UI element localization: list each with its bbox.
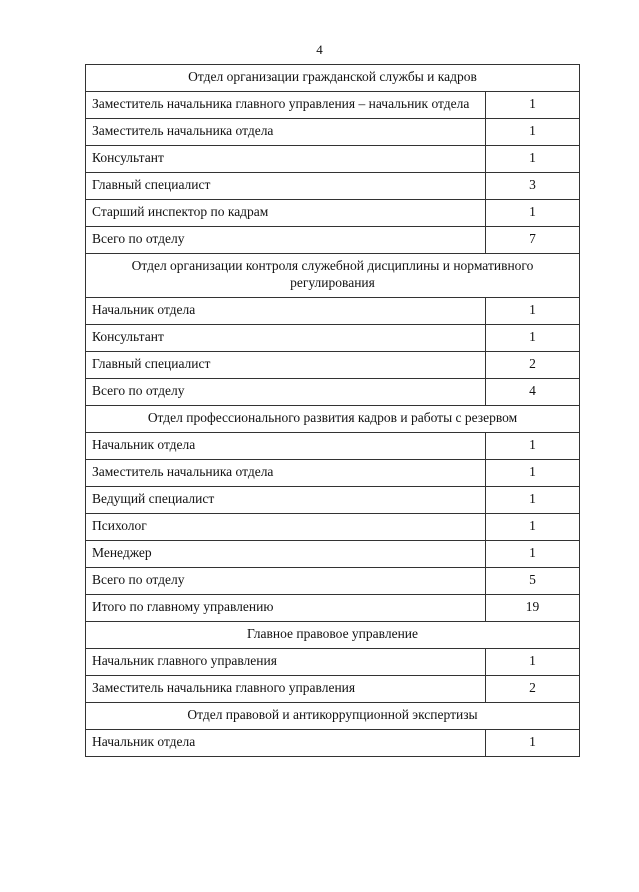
position-title: Заместитель начальника отдела xyxy=(86,460,486,487)
staff-count: 1 xyxy=(486,649,580,676)
table-row xyxy=(86,487,580,514)
table-row xyxy=(86,298,580,325)
position-title: Консультант xyxy=(86,146,486,173)
position-title: Заместитель начальника отдела xyxy=(86,119,486,146)
section-title: Отдел организации контроля служебной дисциплины и нормативного регулирования xyxy=(86,254,580,298)
page-number: 4 xyxy=(316,42,323,57)
position-title: Главный специалист xyxy=(86,173,486,200)
staff-count: 1 xyxy=(486,200,580,227)
section-header-row xyxy=(86,703,580,730)
table-row xyxy=(86,119,580,146)
section-header-row xyxy=(86,65,580,92)
table-row xyxy=(86,676,580,703)
position-title: Начальник главного управления xyxy=(86,649,486,676)
position-title: Психолог xyxy=(86,514,486,541)
staff-count: 2 xyxy=(486,676,580,703)
table-row xyxy=(86,568,580,595)
table-row xyxy=(86,514,580,541)
staff-count: 1 xyxy=(486,92,580,119)
table-row xyxy=(86,730,580,757)
section-title: Отдел правовой и антикоррупционной экспертизы xyxy=(86,703,580,730)
position-title: Ведущий специалист xyxy=(86,487,486,514)
staff-count: 1 xyxy=(486,487,580,514)
staff-count: 5 xyxy=(486,568,580,595)
position-title: Главный специалист xyxy=(86,352,486,379)
position-title: Всего по отделу xyxy=(86,379,486,406)
staff-count: 4 xyxy=(486,379,580,406)
position-title: Всего по отделу xyxy=(86,227,486,254)
section-title: Отдел профессионального развития кадров и работы с резервом xyxy=(86,406,580,433)
position-title: Итого по главному управлению xyxy=(86,595,486,622)
table-row xyxy=(86,379,580,406)
staff-count: 2 xyxy=(486,352,580,379)
table-row xyxy=(86,173,580,200)
staff-count: 1 xyxy=(486,514,580,541)
position-title: Заместитель начальника главного управления xyxy=(86,676,486,703)
staff-count: 1 xyxy=(486,298,580,325)
table-row xyxy=(86,541,580,568)
staff-count: 1 xyxy=(486,460,580,487)
table-row xyxy=(86,325,580,352)
position-title: Начальник отдела xyxy=(86,730,486,757)
table-row xyxy=(86,460,580,487)
table-row xyxy=(86,200,580,227)
table-row xyxy=(86,227,580,254)
staff-count: 1 xyxy=(486,146,580,173)
table-row xyxy=(86,433,580,460)
staff-count: 1 xyxy=(486,325,580,352)
section-header-row xyxy=(86,622,580,649)
staffing-table xyxy=(85,64,580,757)
position-title: Заместитель начальника главного управления – начальник отдела xyxy=(86,92,486,119)
table-row xyxy=(86,649,580,676)
section-header-row xyxy=(86,406,580,433)
position-title: Консультант xyxy=(86,325,486,352)
staff-count: 1 xyxy=(486,119,580,146)
staff-count: 1 xyxy=(486,730,580,757)
section-title: Главное правовое управление xyxy=(86,622,580,649)
staffing-table-body xyxy=(86,65,580,757)
section-title: Отдел организации гражданской службы и кадров xyxy=(86,65,580,92)
table-row xyxy=(86,92,580,119)
position-title: Старший инспектор по кадрам xyxy=(86,200,486,227)
table-row xyxy=(86,146,580,173)
staff-count: 7 xyxy=(486,227,580,254)
staff-count: 3 xyxy=(486,173,580,200)
staff-count: 1 xyxy=(486,433,580,460)
section-header-row xyxy=(86,254,580,298)
position-title: Всего по отделу xyxy=(86,568,486,595)
staff-count: 1 xyxy=(486,541,580,568)
position-title: Менеджер xyxy=(86,541,486,568)
table-row xyxy=(86,595,580,622)
staff-count: 19 xyxy=(486,595,580,622)
table-row xyxy=(86,352,580,379)
position-title: Начальник отдела xyxy=(86,298,486,325)
position-title: Начальник отдела xyxy=(86,433,486,460)
